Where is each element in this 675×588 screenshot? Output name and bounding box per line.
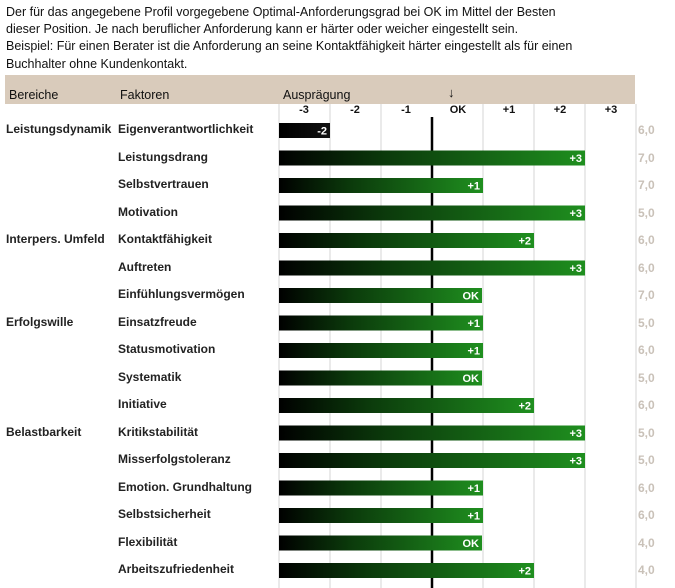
factor-label: Flexibilität	[118, 534, 178, 549]
axis-tick-label: +1	[502, 104, 516, 116]
factor-label: Systematik	[118, 369, 182, 384]
bar-value-label: +1	[467, 483, 480, 495]
bar-value-label: +1	[467, 180, 480, 193]
bar-value-label: -2	[317, 125, 327, 138]
factor-label: Kritikstabilität	[118, 424, 199, 439]
bar	[279, 426, 585, 441]
factor-label: Emotion. Grundhaltung	[118, 479, 252, 494]
axis-tick-label: -1	[401, 104, 411, 116]
group-label: Belastbarkeit	[6, 424, 82, 439]
intro-line-4: Buchhalter ohne Kundenkontakt.	[6, 56, 188, 71]
bar-value-label: +1	[467, 318, 480, 330]
bar-value-label: +1	[467, 510, 480, 523]
factor-label: Leistungsdrang	[118, 149, 209, 164]
axis-tick-label: +2	[553, 104, 567, 116]
factor-label: Selbstvertrauen	[118, 177, 209, 191]
bar	[279, 398, 534, 413]
row-score: 7,0	[638, 178, 655, 192]
intro-line-2: dieser Position. Je nach beruflicher Anforderung kann er härter oder weicher eingestellt sein.	[6, 22, 519, 37]
row-score: 6,0	[638, 260, 655, 275]
row-score: 5,0	[638, 315, 655, 330]
factor-label: Statusmotivation	[118, 342, 216, 356]
row-score: 6,0	[638, 123, 655, 137]
row-score: 7,0	[638, 150, 655, 165]
factor-label: Selbstsicherheit	[118, 507, 211, 521]
factor-label: Arbeitszufriedenheit	[118, 562, 235, 576]
bar-value-label: OK	[462, 538, 479, 550]
axis-tick-label: OK	[449, 104, 467, 116]
row-score: 4,0	[638, 563, 655, 577]
bar	[279, 316, 483, 331]
bar	[279, 288, 482, 303]
bar	[279, 178, 483, 193]
factor-label: Einsatzfreude	[118, 314, 197, 329]
bar	[279, 261, 585, 276]
bar	[279, 563, 534, 578]
bar-value-label: OK	[462, 373, 479, 385]
bar	[279, 508, 483, 523]
axis-tick-label: +3	[604, 104, 618, 116]
intro-line-3: Beispiel: Für einen Berater ist die Anforderung an seine Kontaktfähigkeit härter eingestellt als für einen	[6, 39, 573, 54]
group-label: Leistungsdynamik	[6, 122, 112, 136]
bar	[279, 151, 585, 166]
row-score: 6,0	[638, 233, 655, 247]
bar-value-label: +2	[518, 400, 531, 413]
header-bereiche: Bereiche	[9, 88, 59, 102]
row-score: 4,0	[638, 535, 655, 550]
row-score: 6,0	[638, 480, 655, 495]
group-label: Interpers. Umfeld	[6, 232, 105, 246]
row-score: 5,0	[638, 370, 655, 385]
row-score: 5,0	[638, 205, 655, 220]
axis-tick-label: -2	[350, 104, 360, 116]
factor-label: Eigenverantwortlichkeit	[118, 122, 254, 136]
header-auspraegung: Ausprägung	[283, 88, 351, 102]
bar-value-label: +3	[569, 208, 582, 220]
bar	[279, 233, 534, 248]
bar-value-label: +2	[518, 565, 531, 578]
bar	[279, 453, 585, 468]
row-score: 6,0	[638, 343, 655, 357]
group-label: Erfolgswille	[6, 314, 74, 329]
factor-label: Motivation	[118, 204, 178, 219]
row-score: 5,0	[638, 453, 655, 467]
bar-value-label: +2	[518, 235, 531, 248]
row-score: 7,0	[638, 288, 655, 302]
bar-value-label: OK	[462, 290, 479, 303]
factor-label: Misserfolgstoleranz	[118, 452, 231, 466]
row-score: 6,0	[638, 398, 655, 412]
bar-value-label: +1	[467, 345, 480, 358]
bar	[279, 206, 585, 221]
factor-label: Einfühlungsvermögen	[118, 287, 245, 301]
bar-value-label: +3	[569, 263, 582, 275]
factor-label: Auftreten	[118, 259, 172, 274]
header-faktoren: Faktoren	[120, 88, 170, 102]
bar	[279, 481, 483, 496]
bar	[279, 536, 482, 551]
ok-arrow-icon: ↓	[448, 85, 455, 100]
intro-line-1: Der für das angegebene Profil vorgegebene Optimal-Anforderungsgrad bei OK im Mittel der Besten	[6, 5, 556, 19]
factor-label: Initiative	[118, 397, 167, 411]
bar-value-label: +3	[569, 455, 582, 468]
bar-value-label: +3	[569, 153, 582, 165]
bar-value-label: +3	[569, 428, 582, 440]
bar	[279, 371, 482, 386]
row-score: 6,0	[638, 508, 655, 522]
row-score: 5,0	[638, 425, 655, 440]
bar	[279, 343, 483, 358]
factor-label: Kontaktfähigkeit	[118, 232, 213, 246]
axis-tick-label: -3	[299, 104, 309, 116]
